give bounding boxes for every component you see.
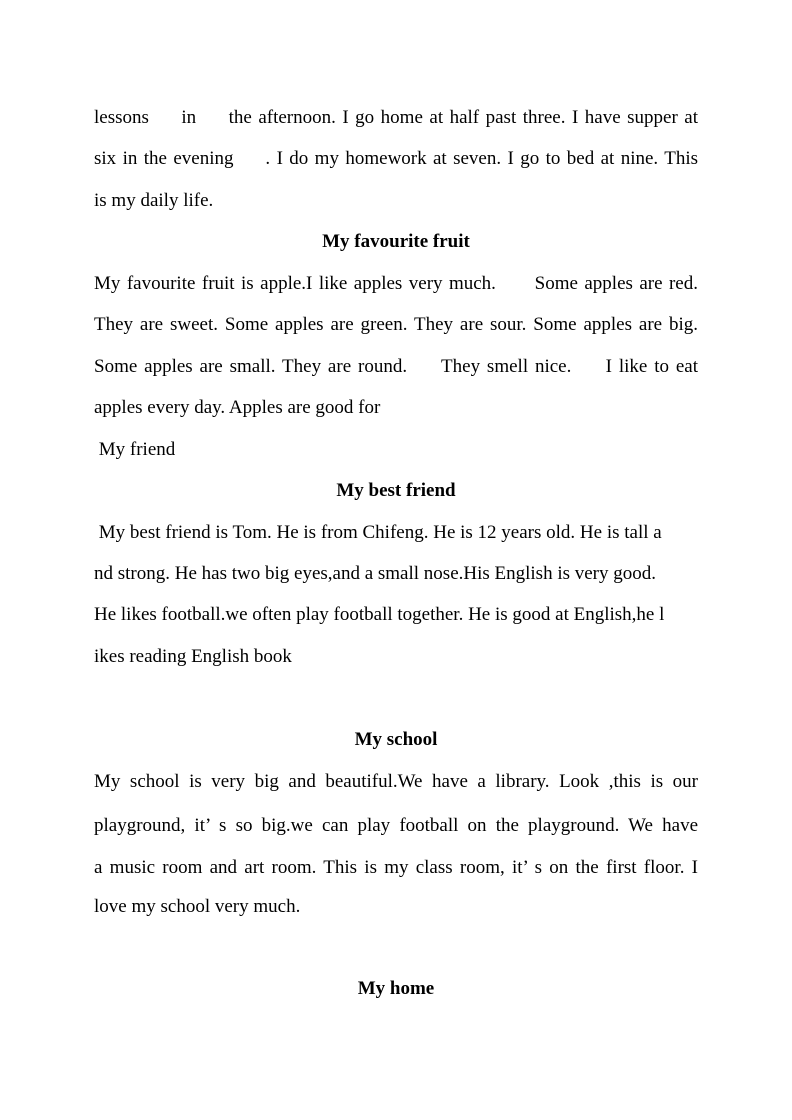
- intro-line-3: is my daily life.: [94, 190, 214, 211]
- intro-line-2: six in the evening . I do my homework at seven. I go to bed at nine. This: [94, 148, 698, 169]
- friend-line-3: He likes football.we often play football together. He is good at English,he l: [94, 604, 665, 625]
- intro-line-1: lessons in the afternoon. I go home at half past three. I have supper at: [94, 107, 698, 128]
- fruit-heading: My favourite fruit: [322, 231, 470, 252]
- friend-line-4: ikes reading English book: [94, 646, 292, 667]
- fruit-line-4: apples every day. Apples are good for: [94, 397, 381, 418]
- school-line-2: playground, it’ s so big.we can play football on the playground. We have: [94, 815, 698, 836]
- fruit-line-1: My favourite fruit is apple.I like apples very much. Some apples are red.: [94, 273, 698, 294]
- school-line-1: My school is very big and beautiful.We have a library. Look ,this is our: [94, 771, 698, 792]
- friend-heading: My best friend: [336, 480, 456, 501]
- friend-label: My friend: [94, 439, 176, 460]
- school-line-4: love my school very much.: [94, 896, 301, 917]
- school-line-3: a music room and art room. This is my class room, it’ s on the first floor. I: [94, 857, 698, 878]
- fruit-line-2: They are sweet. Some apples are green. They are sour. Some apples are big.: [94, 314, 698, 335]
- friend-line-2: nd strong. He has two big eyes,and a small nose.His English is very good.: [94, 563, 657, 584]
- home-heading: My home: [357, 978, 435, 999]
- fruit-line-3: Some apples are small. They are round. They smell nice. I like to eat: [94, 356, 698, 377]
- friend-line-1: My best friend is Tom. He is from Chifeng. He is 12 years old. He is tall a: [94, 522, 662, 543]
- school-heading: My school: [354, 729, 438, 750]
